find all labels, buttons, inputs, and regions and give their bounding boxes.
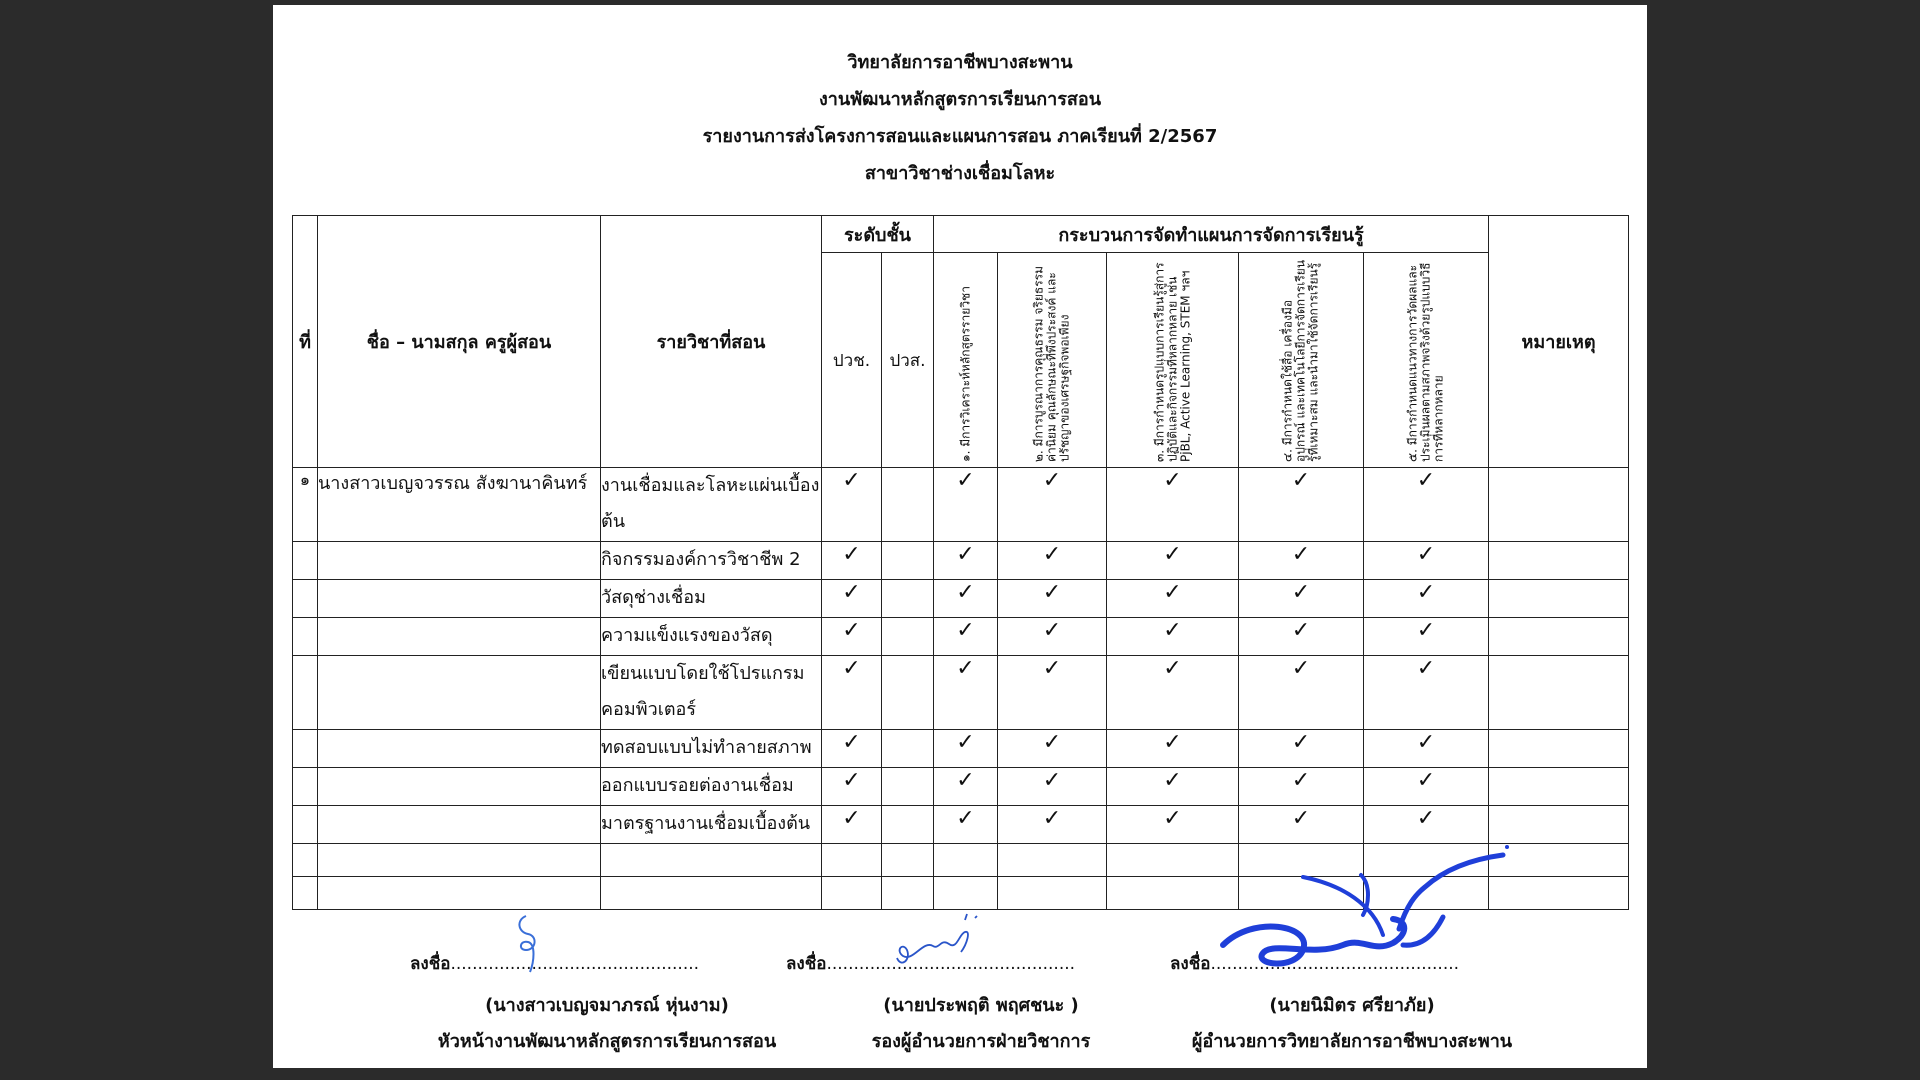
check-level-2: [882, 730, 934, 768]
remark-cell: [1489, 580, 1629, 618]
subject-name: วัสดุช่างเชื่อม: [601, 580, 822, 618]
col-name-header: ชื่อ – นามสกุล ครูผู้สอน: [318, 216, 601, 468]
signer-1-name: (นางสาวเบญจมาภรณ์ หุ่นงาม): [485, 995, 729, 1016]
signature-scribble-1: [508, 910, 548, 980]
teacher-name: [318, 618, 601, 656]
check-process-2: ✓: [998, 656, 1107, 730]
check-level-1: ✓: [822, 468, 882, 542]
signer-3-role: ผู้อำนวยการวิทยาลัยการอาชีพบางสะพาน: [1191, 1031, 1513, 1052]
check-process-2: ✓: [998, 580, 1107, 618]
remark-cell: [1489, 768, 1629, 806]
check-process-5: ✓: [1364, 618, 1489, 656]
check-process-4: ✓: [1239, 468, 1364, 542]
check-process-2: ✓: [998, 730, 1107, 768]
check-process-1: ✓: [934, 468, 998, 542]
check-process-4: ✓: [1239, 656, 1364, 730]
subject-name: มาตรฐานงานเชื่อมเบื้องต้น: [601, 806, 822, 844]
check-process-1: ✓: [934, 580, 998, 618]
signer-2-name: (นายประพฤติ พฤศชนะ ): [883, 995, 1079, 1016]
check-process-1: ✓: [934, 806, 998, 844]
row-number: [293, 730, 318, 768]
check-process-3: ✓: [1107, 656, 1239, 730]
subject-name: ความแข็งแรงของวัสดุ: [601, 618, 822, 656]
check-process-3: ✓: [1107, 542, 1239, 580]
check-process-1: ✓: [934, 730, 998, 768]
row-number: [293, 656, 318, 730]
check-level-2: [882, 618, 934, 656]
row-number: ๑: [293, 468, 318, 542]
check-level-1: ✓: [822, 580, 882, 618]
table-row: [293, 468, 1629, 542]
col-level-header: ระดับชั้น: [822, 216, 934, 253]
heading-program: สาขาวิชาช่างเชื่อมโลหะ: [864, 163, 1056, 184]
check-level-2: [882, 768, 934, 806]
check-process-5: ✓: [1364, 580, 1489, 618]
signer-3-name: (นายนิมิตร ศรียาภัย): [1269, 995, 1435, 1016]
check-process-4: ✓: [1239, 580, 1364, 618]
check-process-5: ✓: [1364, 806, 1489, 844]
col-remark-header: หมายเหตุ: [1489, 216, 1629, 468]
col-no-header: ที่: [293, 216, 318, 468]
teacher-name: [318, 580, 601, 618]
check-process-5: ✓: [1364, 468, 1489, 542]
subject-name: ทดสอบแบบไม่ทำลายสภาพ: [601, 730, 822, 768]
check-level-1: ✓: [822, 618, 882, 656]
level-high-vocational: ปวส.: [882, 253, 934, 468]
process-label-5: ๕. มีการกำหนดแนวทางการวัดผลและประเมินผลตามสภาพจริงด้วยรูปแบบวิธีการที่หลากหลาย: [1405, 262, 1446, 462]
check-process-3: ✓: [1107, 806, 1239, 844]
check-process-2: ✓: [998, 806, 1107, 844]
process-label-4: ๔. มีการกำหนดใช้สื่อ เครื่องมือ อุปกรณ์ และเทคโนโลยีการจัดการเรียนรู้ที่เหมาะสม และนำมาใช้จัดการเรียนรู้: [1280, 259, 1321, 462]
signature-line-1: ลงชื่อ..............................................: [410, 954, 700, 974]
signature-line-3: ลงชื่อ..............................................: [1170, 954, 1460, 974]
check-level-1: ✓: [822, 656, 882, 730]
check-process-2: ✓: [998, 618, 1107, 656]
table-row: [293, 768, 1629, 806]
check-process-3: ✓: [1107, 730, 1239, 768]
subject-name: กิจกรรมองค์การวิชาชีพ 2: [601, 542, 822, 580]
heading-department: งานพัฒนาหลักสูตรการเรียนการสอน: [819, 89, 1101, 110]
signer-2-role: รองผู้อำนวยการฝ่ายวิชาการ: [871, 1031, 1091, 1052]
check-level-2: [882, 580, 934, 618]
teacher-name: [318, 768, 601, 806]
report-table: [292, 215, 1629, 910]
process-header-4: [1239, 253, 1364, 468]
check-process-2: ✓: [998, 468, 1107, 542]
signer-1-role: หัวหน้างานพัฒนาหลักสูตรการเรียนการสอน: [437, 1031, 777, 1052]
row-number: [293, 580, 318, 618]
heading-report-title: รายงานการส่งโครงการสอนและแผนการสอน ภาคเรียนที่ 2/2567: [702, 126, 1218, 147]
check-process-3: ✓: [1107, 618, 1239, 656]
teacher-name: [318, 656, 601, 730]
check-level-1: ✓: [822, 542, 882, 580]
teacher-name: [318, 806, 601, 844]
table-row: [293, 580, 1629, 618]
process-header-5: [1364, 253, 1489, 468]
process-header-2: [998, 253, 1107, 468]
process-header-1: [934, 253, 998, 468]
subject-name: เขียนแบบโดยใช้โปรแกรมคอมพิวเตอร์: [601, 656, 822, 730]
teacher-name: นางสาวเบญจวรรณ สังฆานาคินทร์: [318, 468, 601, 542]
document-page: [273, 5, 1647, 1068]
check-process-5: ✓: [1364, 768, 1489, 806]
check-process-3: ✓: [1107, 768, 1239, 806]
check-level-2: [882, 468, 934, 542]
process-header-3: [1107, 253, 1239, 468]
level-vocational-cert: ปวช.: [822, 253, 882, 468]
check-level-2: [882, 656, 934, 730]
table-row: [293, 618, 1629, 656]
check-process-5: ✓: [1364, 730, 1489, 768]
check-process-5: ✓: [1364, 656, 1489, 730]
process-label-2: ๒. มีการบูรณาการคุณธรรม จริยธรรม ค่านิยม คุณลักษณะที่พึงประสงค์ และปรัชญาของเศรษฐกิจพอเพียง: [1031, 265, 1072, 462]
table-row: [293, 656, 1629, 730]
heading-college: วิทยาลัยการอาชีพบางสะพาน: [847, 52, 1073, 73]
check-level-1: ✓: [822, 806, 882, 844]
remark-cell: [1489, 656, 1629, 730]
remark-cell: [1489, 468, 1629, 542]
check-process-4: ✓: [1239, 768, 1364, 806]
row-number: [293, 768, 318, 806]
table-row: [293, 730, 1629, 768]
remark-cell: [1489, 618, 1629, 656]
process-label-3: ๓. มีการกำหนดรูปแบบการเรียนรู้สู่การปฏิบัติและกิจกรรมที่หลากหลาย เช่น PjBL, Active Learning, STEM ฯลฯ: [1152, 262, 1193, 462]
subject-name: งานเชื่อมและโลหะแผ่นเบื้องต้น: [601, 468, 822, 542]
check-process-2: ✓: [998, 768, 1107, 806]
row-number: [293, 542, 318, 580]
check-process-4: ✓: [1239, 806, 1364, 844]
check-process-2: ✓: [998, 542, 1107, 580]
table-row: [293, 542, 1629, 580]
col-process-header: กระบวนการจัดทำแผนการจัดการเรียนรู้: [934, 216, 1489, 253]
teacher-name: [318, 730, 601, 768]
check-level-1: ✓: [822, 768, 882, 806]
remark-cell: [1489, 730, 1629, 768]
process-label-1: ๑. มีการวิเคราะห์หลักสูตรรายวิชา: [958, 286, 973, 462]
signature-scribble-2: [893, 910, 983, 970]
check-process-1: ✓: [934, 618, 998, 656]
check-process-4: ✓: [1239, 618, 1364, 656]
check-process-4: ✓: [1239, 542, 1364, 580]
check-level-2: [882, 542, 934, 580]
remark-cell: [1489, 542, 1629, 580]
check-process-1: ✓: [934, 768, 998, 806]
check-process-4: ✓: [1239, 730, 1364, 768]
check-process-5: ✓: [1364, 542, 1489, 580]
col-subject-header: รายวิชาที่สอน: [601, 216, 822, 468]
check-process-3: ✓: [1107, 580, 1239, 618]
signature-scribble-3: [1193, 825, 1513, 975]
check-level-2: [882, 806, 934, 844]
signature-line-2: ลงชื่อ..............................................: [786, 954, 1076, 974]
teacher-name: [318, 542, 601, 580]
check-process-3: ✓: [1107, 468, 1239, 542]
row-number: [293, 806, 318, 844]
row-number: [293, 618, 318, 656]
check-level-1: ✓: [822, 730, 882, 768]
check-process-1: ✓: [934, 542, 998, 580]
check-process-1: ✓: [934, 656, 998, 730]
subject-name: ออกแบบรอยต่องานเชื่อม: [601, 768, 822, 806]
